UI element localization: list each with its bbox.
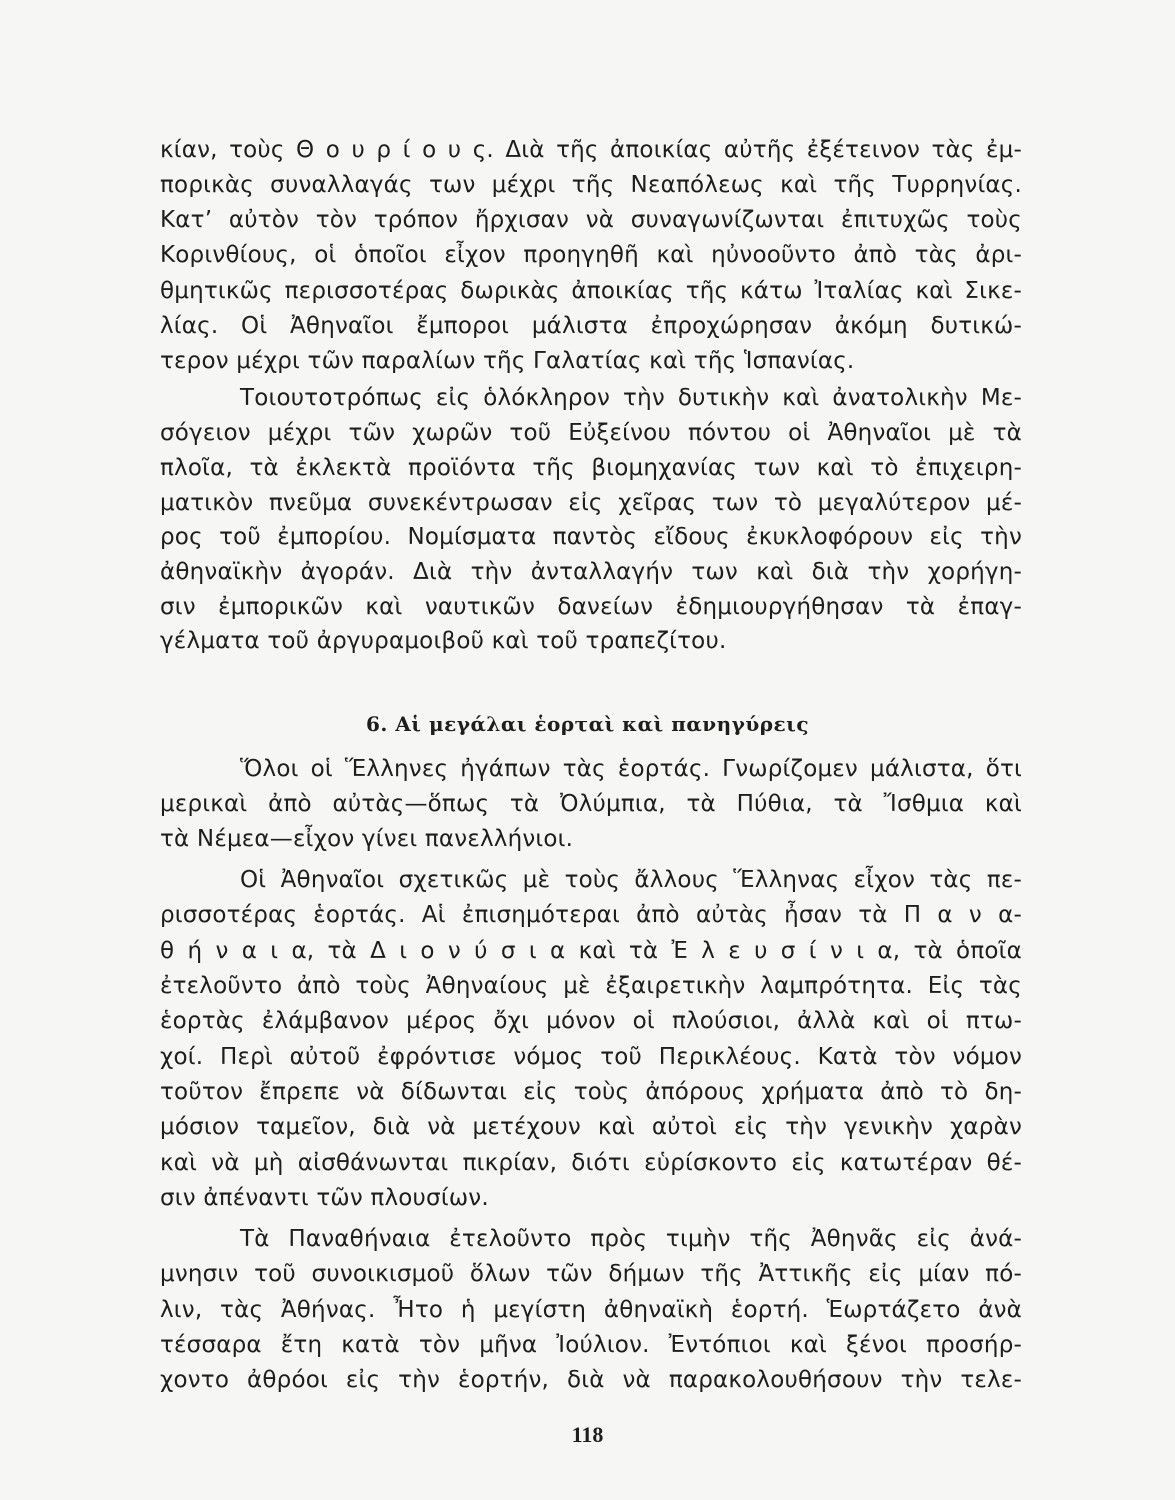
text-line: ἐτελοῦντο ἀπὸ τοὺς Ἀθηναίους μὲ ἐξαιρετικὴν λαμπρότητα. Εἰς τὰς [160, 973, 1022, 999]
text-line: τοῦτον ἔπρεπε νὰ δίδωνται εἰς τοὺς ἀπόρους χρήματα ἀπὸ τὸ δη- [160, 1079, 1022, 1105]
text-line: κίαν, τοὺς Θ ο υ ρ ί ο υ ς. Διὰ τῆς ἀποικίας αὐτῆς ἐξέτεινον τὰς ἐμ- [160, 137, 1022, 163]
text-line: σόγειον μέχρι τῶν χωρῶν τοῦ Εὐξείνου πόντου οἱ Ἀθηναῖοι μὲ τὰ [160, 420, 1022, 446]
text-line: γέλματα τοῦ ἀργυραμοιβοῦ καὶ τοῦ τραπεζίτου. [160, 628, 727, 654]
text-line: Τὰ Παναθήναια ἐτελοῦντο πρὸς τιμὴν τῆς Ἀθηνᾶς εἰς ἀνά- [240, 1226, 1022, 1252]
text-line: σιν ἐμπορικῶν καὶ ναυτικῶν δανείων ἐδημιουργήθησαν τὰ ἐπαγ- [160, 594, 1022, 620]
text-line: ματικὸν πνεῦμα συνεκέντρωσαν εἰς χεῖρας των τὸ μεγαλύτερον μέ- [160, 490, 1022, 516]
text-line: μνησιν τοῦ συνοικισμοῦ ὅλων τῶν δήμων τῆς Ἀττικῆς εἰς μίαν πό- [160, 1261, 1022, 1287]
text-line: Τοιουτοτρόπως εἰς ὁλόκληρον τὴν δυτικὴν καὶ ἀνατολικὴν Με- [240, 385, 1022, 411]
text-line: ρος τοῦ ἐμπορίου. Νομίσματα παντὸς εἴδους ἐκυκλοφόρουν εἰς τὴν [160, 524, 1022, 550]
text-line: μερικαὶ ἀπὸ αὐτὰς—ὅπως τὰ Ὀλύμπια, τὰ Πύθια, τὰ Ἴσθμια καὶ [160, 791, 1022, 817]
text-line: σιν ἀπέναντι τῶν πλουσίων. [160, 1185, 489, 1211]
text-line: τερον μέχρι τῶν παραλίων τῆς Γαλατίας καὶ τῆς Ἱσπανίας. [160, 348, 855, 374]
text-line: ἀθηναϊκὴν ἀγοράν. Διὰ τὴν ἀνταλλαγήν των καὶ διὰ τὴν χορήγη- [160, 559, 1022, 585]
text-line: ρισσοτέρας ἑορτάς. Αἱ ἐπισημότεραι ἀπὸ αὐτὰς ἦσαν τὰ Π α ν α- [160, 902, 1022, 928]
text-line: λίας. Οἱ Ἀθηναῖοι ἔμποροι μάλιστα ἐπροχώρησαν ἀκόμη δυτικώ- [160, 313, 1022, 339]
text-line: χοντο ἀθρόοι εἰς τὴν ἑορτήν, διὰ νὰ παρακολουθήσουν τὴν τελε- [160, 1367, 1022, 1393]
text-line: Οἱ Ἀθηναῖοι σχετικῶς μὲ τοὺς ἄλλους Ἕλληνας εἶχον τὰς πε- [240, 867, 1022, 893]
text-line: μόσιον ταμεῖον, διὰ νὰ μετέχουν καὶ αὐτοὶ εἰς τὴν γενικὴν χαρὰν [160, 1114, 1022, 1140]
text-line: πλοῖα, τὰ ἐκλεκτὰ προϊόντα τῆς βιομηχανίας των καὶ τὸ ἐπιχειρη- [160, 455, 1022, 481]
section-heading: 6. Αἱ μεγάλαι ἑορταὶ καὶ πανηγύρεις [365, 712, 810, 736]
text-line: θμητικῶς περισσοτέρας δωρικὰς ἀποικίας τῆς κάτω Ἰταλίας καὶ Σικε- [160, 278, 1022, 304]
page-number: 118 [571, 1422, 604, 1447]
text-line: θ ή ν α ι α, τὰ Δ ι ο ν ύ σ ι α καὶ τὰ Ἐ λ ε υ σ ί ν ι α, τὰ ὁποῖα [160, 938, 1022, 964]
text-line: Κατ’ αὐτὸν τὸν τρόπον ἤρχισαν νὰ συναγωνίζωνται ἐπιτυχῶς τοὺς [160, 207, 1022, 233]
text-line: τέσσαρα ἔτη κατὰ τὸν μῆνα Ἰούλιον. Ἐντόπιοι καὶ ξένοι προσήρ- [160, 1332, 1022, 1358]
text-line: καὶ νὰ μὴ αἰσθάνωνται πικρίαν, διότι εὑρίσκοντο εἰς κατωτέραν θέ- [160, 1150, 1022, 1176]
text-line: Ὅλοι οἱ Ἕλληνες ἠγάπων τὰς ἑορτάς. Γνωρίζομεν μάλιστα, ὅτι [240, 756, 1022, 782]
text-line: χοί. Περὶ αὐτοῦ ἐφρόντισε νόμος τοῦ Περικλέους. Κατὰ τὸν νόμον [160, 1044, 1022, 1070]
text-line: λιν, τὰς Ἀθήνας. Ἦτο ἡ μεγίστη ἀθηναϊκὴ ἑορτή. Ἑωρτάζετο ἀνὰ [160, 1297, 1022, 1323]
text-line: τὰ Νέμεα—εἶχον γίνει πανελλήνιοι. [160, 826, 574, 852]
text-line: Κορινθίους, οἱ ὁποῖοι εἶχον προηγηθῆ καὶ ηὐνοοῦντο ἀπὸ τὰς ἀρι- [160, 242, 1022, 268]
text-line: ἑορτὰς ἐλάμβανον μέρος ὄχι μόνον οἱ πλούσιοι, ἀλλὰ καὶ οἱ πτω- [160, 1008, 1022, 1034]
text-line: πορικὰς συναλλαγάς των μέχρι τῆς Νεαπόλεως καὶ τῆς Τυρρηνίας. [160, 172, 1022, 198]
